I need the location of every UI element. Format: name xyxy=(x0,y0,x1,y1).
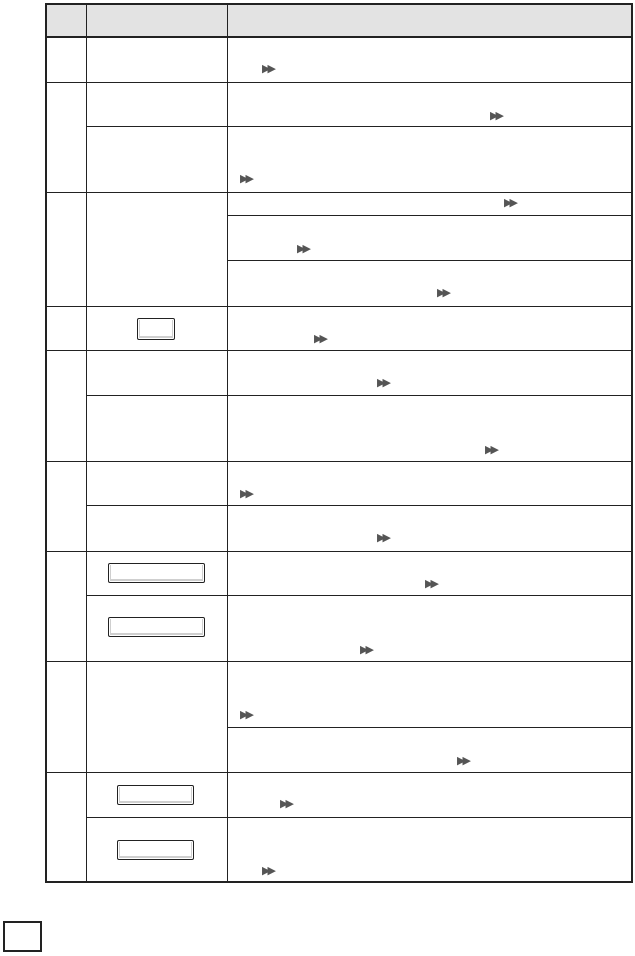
double-triangle-right-icon[interactable]: ▶▶ xyxy=(297,242,308,255)
double-triangle-right-icon[interactable]: ▶▶ xyxy=(280,797,291,810)
key-box-icon xyxy=(108,617,205,637)
double-triangle-right-icon[interactable]: ▶▶ xyxy=(377,531,388,544)
row-rule xyxy=(86,505,633,506)
double-triangle-right-icon[interactable]: ▶▶ xyxy=(437,286,448,299)
group-rule xyxy=(45,82,633,83)
double-triangle-right-icon[interactable]: ▶▶ xyxy=(314,332,325,345)
row-rule xyxy=(227,727,633,728)
function-table xyxy=(45,3,633,883)
row-rule xyxy=(86,126,633,127)
column-rule xyxy=(86,3,87,883)
row-rule xyxy=(227,260,633,261)
row-rule xyxy=(227,215,633,216)
group-rule xyxy=(45,192,633,193)
row-rule xyxy=(86,395,633,396)
key-box-icon xyxy=(108,563,205,583)
double-triangle-right-icon[interactable]: ▶▶ xyxy=(240,172,251,185)
double-triangle-right-icon[interactable]: ▶▶ xyxy=(485,443,496,456)
group-rule xyxy=(45,461,633,462)
double-triangle-right-icon[interactable]: ▶▶ xyxy=(240,708,251,721)
double-triangle-right-icon[interactable]: ▶▶ xyxy=(490,109,501,122)
double-triangle-right-icon[interactable]: ▶▶ xyxy=(425,577,436,590)
group-rule xyxy=(45,551,633,552)
row-rule xyxy=(86,817,633,818)
page-number-box xyxy=(3,921,42,952)
header-rule xyxy=(45,36,633,38)
group-rule xyxy=(45,661,633,662)
group-rule xyxy=(45,772,633,773)
row-rule xyxy=(86,595,633,596)
group-rule xyxy=(45,350,633,351)
key-box-icon xyxy=(117,785,194,805)
column-rule xyxy=(227,3,228,883)
double-triangle-right-icon[interactable]: ▶▶ xyxy=(262,864,273,877)
double-triangle-right-icon[interactable]: ▶▶ xyxy=(262,62,273,75)
double-triangle-right-icon[interactable]: ▶▶ xyxy=(240,487,251,500)
double-triangle-right-icon[interactable]: ▶▶ xyxy=(504,196,515,209)
double-triangle-right-icon[interactable]: ▶▶ xyxy=(377,376,388,389)
double-triangle-right-icon[interactable]: ▶▶ xyxy=(457,754,468,767)
key-box-icon xyxy=(117,840,194,860)
double-triangle-right-icon[interactable]: ▶▶ xyxy=(360,643,371,656)
group-rule xyxy=(45,306,633,307)
key-box-icon xyxy=(137,318,175,340)
